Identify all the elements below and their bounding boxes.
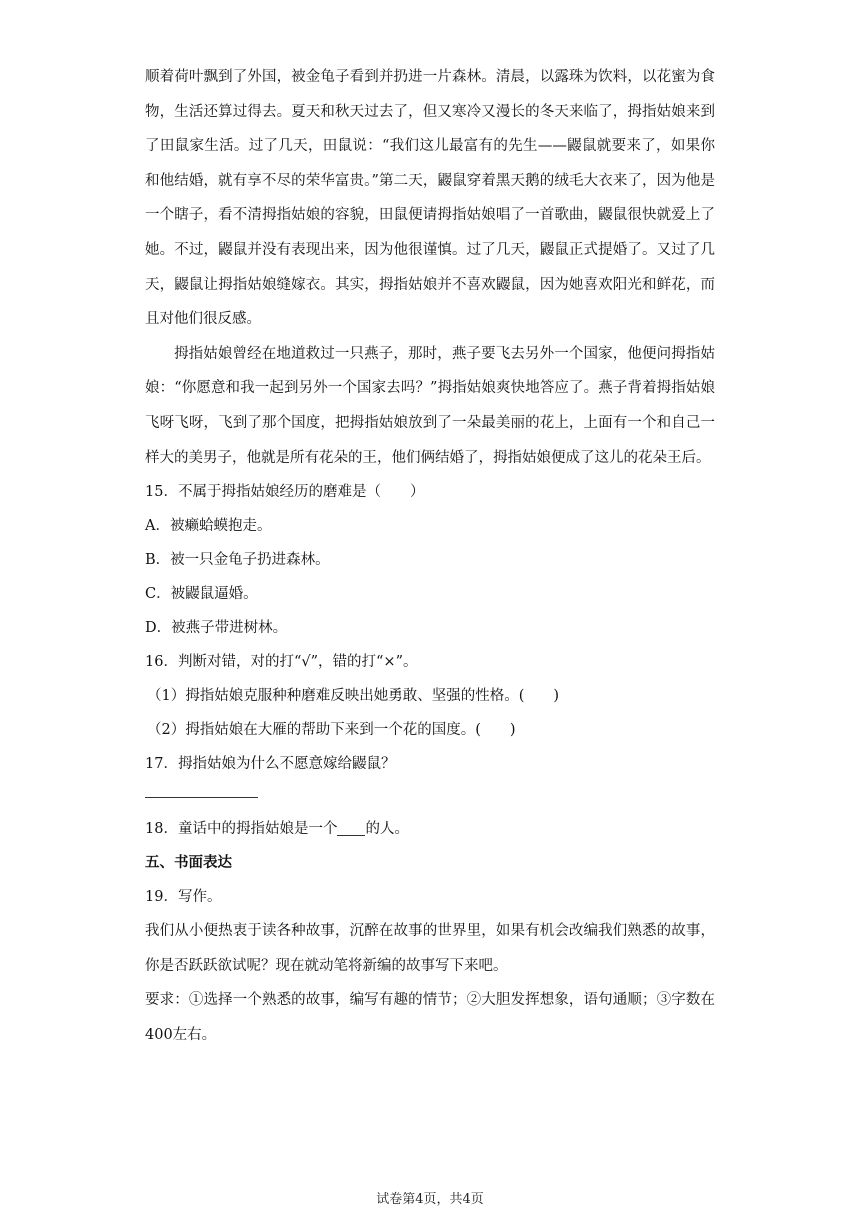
question-15-option-d: D．被燕子带进树林。	[145, 620, 288, 637]
question-18-after: 的人。	[365, 821, 409, 838]
question-18-before: 18．童话中的拇指姑娘是一个	[145, 821, 338, 838]
question-17-answer-line[interactable]	[145, 797, 258, 798]
passage-paragraph-2: 拇指姑娘曾经在地道救过一只燕子，那时，燕子要飞去另外一个国家，他便问拇指姑娘：“你愿意和我一起到另外一个国家去吗？”拇指姑娘爽快地答应了。燕子背着拇指姑娘飞呀飞呀，飞到了那个国度，把拇指姑娘放到了一朵最美丽的花上，上面有一个和自己一样大的美男子，他就是所有花朵的王，他们俩结婚了，拇指姑娘便成了这儿的花朵王后。	[145, 345, 715, 466]
question-15-stem: 15．不属于拇指姑娘经历的磨难是（ ）	[145, 484, 425, 501]
question-19-text: 我们从小便热衷于读各种故事，沉醉在故事的世界里，如果有机会改编我们熟悉的故事，你是否跃跃欲试呢？现在就动笔将新编的故事写下来吧。	[145, 923, 715, 974]
question-18-blank[interactable]	[337, 821, 365, 837]
question-17-stem: 17．拇指姑娘为什么不愿意嫁给鼹鼠？	[145, 756, 396, 773]
page-content	[145, 60, 715, 1053]
page-footer: 试卷第4页，共4页	[376, 1192, 484, 1207]
question-18	[145, 812, 715, 846]
question-15-option-b: B．被一只金龟子扔进森林。	[145, 552, 330, 569]
question-16-item-1: （1）拇指姑娘克服种种磨难反映出她勇敢、坚强的性格。( )	[147, 688, 560, 705]
question-19-stem: 19．写作。	[145, 889, 222, 906]
question-15-option-c: C．被鼹鼠逼婚。	[145, 586, 258, 603]
section-5-title: 五、书面表达	[145, 854, 232, 872]
question-19-requirements: 要求：①选择一个熟悉的故事，编写有趣的情节；②大胆发挥想象，语句通顺；③字数在400左右。	[145, 992, 715, 1043]
question-16-stem: 16．判断对错，对的打“√”，错的打“×”。	[145, 654, 418, 671]
question-16-item-2: （2）拇指姑娘在大雁的帮助下来到一个花的国度。( )	[147, 722, 516, 739]
question-15-option-a: A．被癞蛤蟆抱走。	[145, 518, 272, 535]
passage-paragraph-1: 顺着荷叶飘到了外国，被金龟子看到并扔进一片森林。清晨，以露珠为饮料，以花蜜为食物，生活还算过得去。夏天和秋天过去了，但又寒冷又漫长的冬天来临了，拇指姑娘来到了田鼠家生活。过了几天，田鼠说：“我们这儿最富有的先生——鼹鼠就要来了，如果你和他结婚，就有享不尽的荣华富贵。”第二天，鼹鼠穿着黑天鹅的绒毛大衣来了，因为他是一个瞎子，看不清拇指姑娘的容貌，田鼠便请拇指姑娘唱了一首歌曲，鼹鼠很快就爱上了她。不过，鼹鼠并没有表现出来，因为他很谨慎。过了几天，鼹鼠正式提婚了。又过了几天，鼹鼠让拇指姑娘缝嫁衣。其实，拇指姑娘并不喜欢鼹鼠，因为她喜欢阳光和鲜花，而且对他们很反感。	[145, 69, 715, 328]
